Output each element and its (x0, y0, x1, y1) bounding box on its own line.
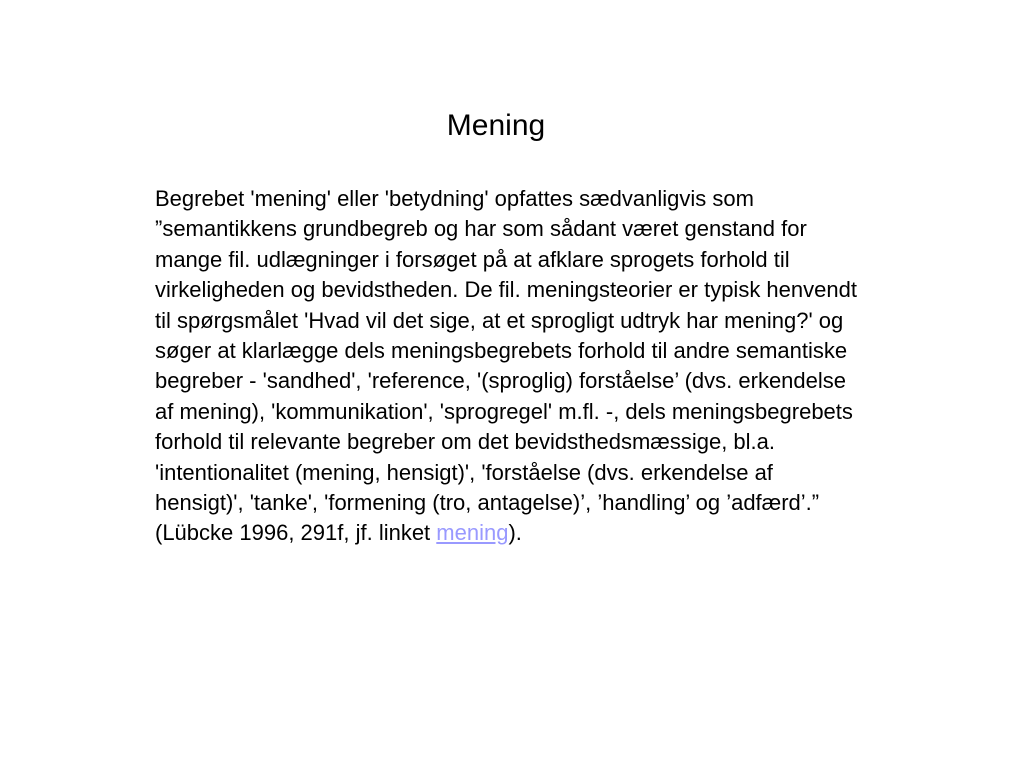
slide-title: Mening (446, 109, 546, 142)
paragraph-text: Begrebet 'mening' eller 'betydning' opfattes sædvanligvis som ”semantikkens grundbegreb og har som sådant været genstand for mange fil. udlægninger i forsøget på at afklare sprogets forhold til virkeligheden og bevidstheden. De fil. meningsteorier er typisk henvendt til spørgsmålet 'Hvad vil det sige, at et sprogligt udtryk har mening?' og søger at klarlægge dels meningsbegrebets forhold til andre semantiske begreber - 'sandhed', 'reference, '(sproglig) forståelse’ (dvs. erkendelse af mening), 'kommunikation', 'sprogregel' m.fl. -, dels meningsbegrebets forhold til relevante begreber om det bevidsthedsmæssige, bl.a. 'intentionalitet (mening, hensigt)', 'forståelse (dvs. erkendelse af hensigt)', 'tanke', 'formening (tro, antagelse)’, ’handling’ og ’adfærd’.” (Lübcke 1996, 291f, jf. linket (155, 186, 857, 546)
paragraph-text-end: ). (508, 520, 522, 546)
body-paragraph (155, 184, 860, 549)
mening-link[interactable]: mening (436, 520, 509, 546)
